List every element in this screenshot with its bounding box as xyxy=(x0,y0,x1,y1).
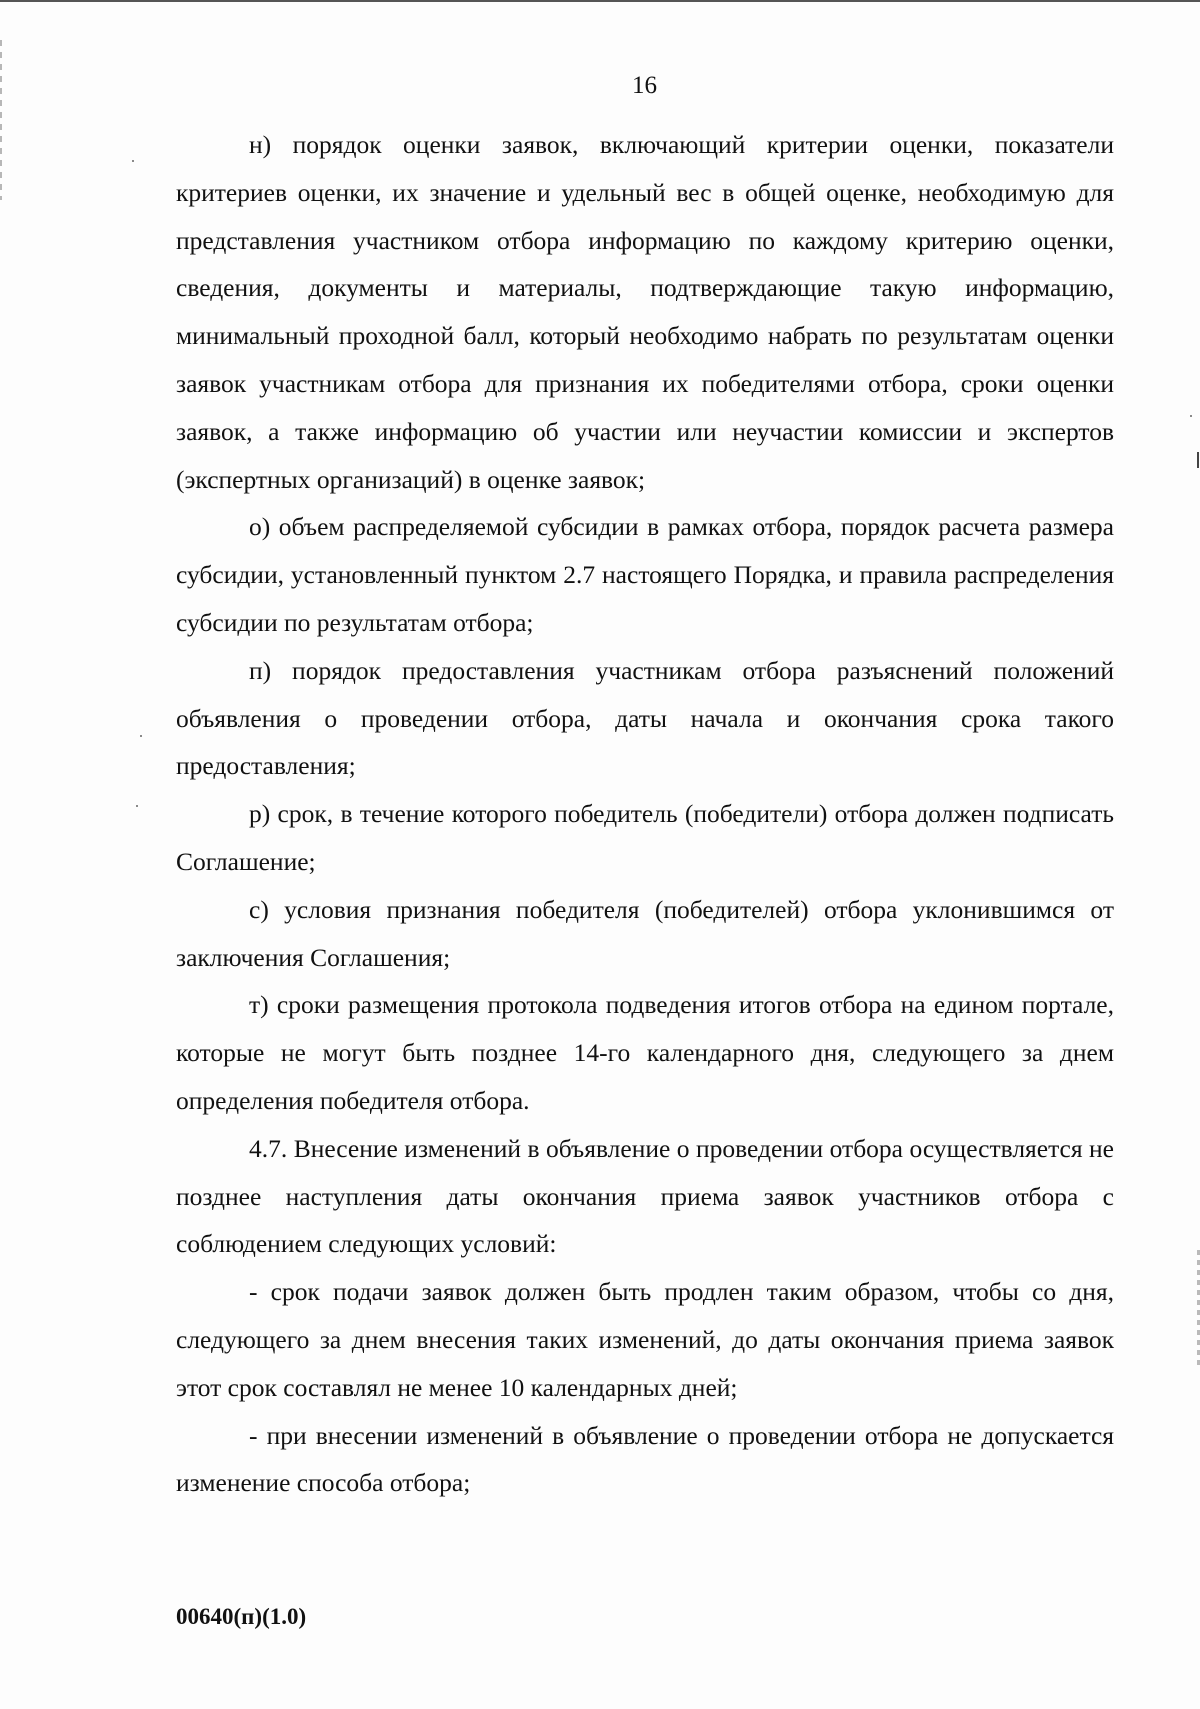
paragraph-item-p: п) порядок предоставления участникам отбора разъяснений положений объявления о проведении отбора, даты начала и окончания срока такого предоставления; xyxy=(176,655,1114,781)
paragraph-item-r: р) срок, в течение которого победитель (победители) отбора должен подписать Соглашение; xyxy=(176,799,1114,876)
page-number: 16 xyxy=(632,72,657,99)
scan-edge-artifact xyxy=(0,40,2,200)
paragraph-item-n: н) порядок оценки заявок, включающий критерии оценки, показатели критериев оценки, их значение и удельный вес в общей оценке, необходимую для представления участником отбора информацию по каждому критерию оценки, сведения, документы и материалы, подтверждающие такую информацию, минимальный проходной балл, который необходимо набрать по результатам оценки заявок участникам отбора для признания их победителями отбора, сроки оценки заявок, а также информацию об участии или неучастии комиссии и экспертов (экспертных организаций) в оценке заявок; xyxy=(176,130,1114,494)
scan-speck xyxy=(140,735,142,737)
document-code: 00640(п)(1.0) xyxy=(176,1604,307,1629)
scan-speck xyxy=(136,805,138,807)
paragraph-clause-4-7: 4.7. Внесение изменений в объявление о проведении отбора осуществляется не позднее наступления даты окончания приема заявок участников отбора с соблюдением следующих условий: xyxy=(176,1133,1114,1259)
paragraph-item-s: с) условия признания победителя (победителей) отбора уклонившимся от заключения Соглашения; xyxy=(176,894,1114,972)
paragraph-condition-1: - срок подачи заявок должен быть продлен таким образом, чтобы со дня, следующего за днем внесения таких изменений, до даты окончания приема заявок этот срок составлял не менее 10 календарных дней; xyxy=(176,1277,1114,1402)
paragraph-condition-2: - при внесении изменений в объявление о проведении отбора не допускается изменение способа отбора; xyxy=(176,1420,1114,1498)
paragraph-item-t: т) сроки размещения протокола подведения итогов отбора на едином портале, которые не могут быть позднее 14-го календарного дня, следующего за днем определения победителя отбора. xyxy=(176,990,1114,1115)
scan-mark xyxy=(1197,452,1199,468)
document-body xyxy=(176,121,1114,1507)
scan-edge-line xyxy=(0,0,1200,2)
scan-speck xyxy=(1190,415,1192,417)
scan-speck xyxy=(132,160,134,162)
paragraph-item-o: о) объем распределяемой субсидии в рамках отбора, порядок расчета размера субсидии, установленный пунктом 2.7 настоящего Порядка, и правила распределения субсидии по результатам отбора; xyxy=(176,512,1114,637)
